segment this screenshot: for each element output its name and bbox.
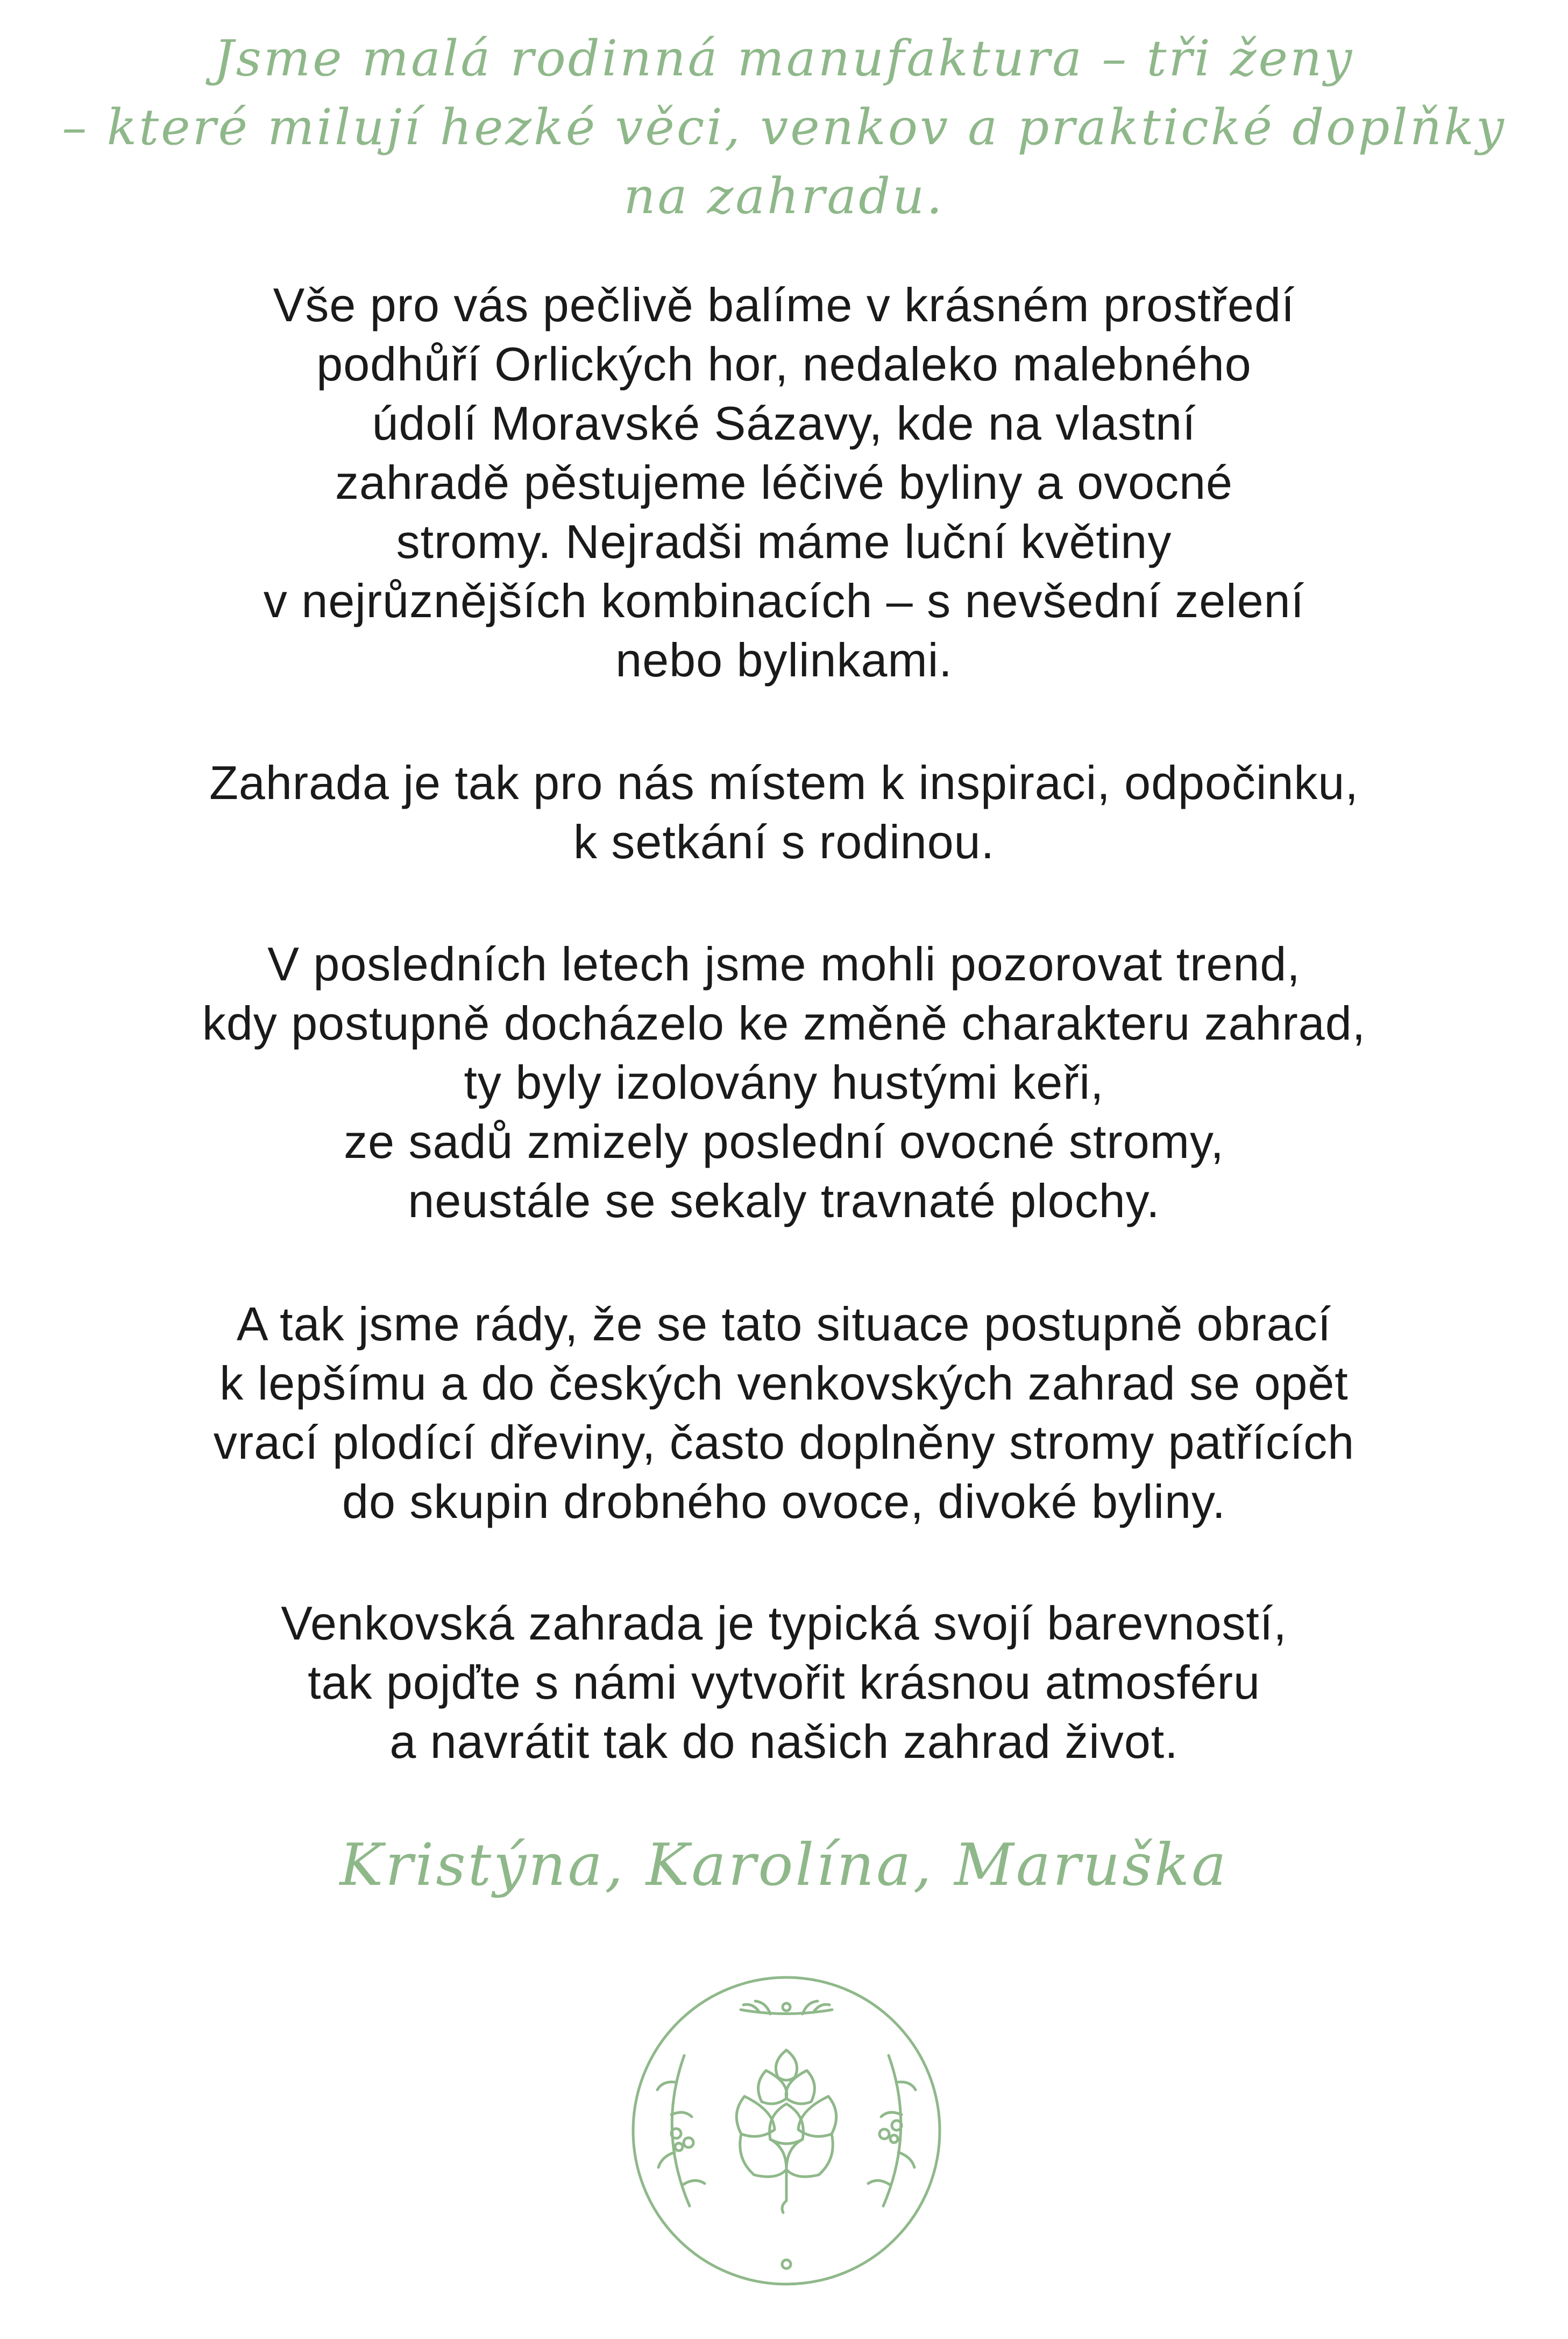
intro-handwritten	[48, 24, 1520, 231]
paragraph-garden	[65, 753, 1503, 872]
text-line: vrací plodící dřeviny, často doplněny stromy patřících	[213, 1416, 1355, 1469]
paragraph-invitation	[65, 1594, 1503, 1771]
text-line: podhůří Orlických hor, nedaleko malebného	[316, 337, 1252, 391]
intro-line: – které milují hezké věci, venkov a praktické doplňky	[62, 98, 1506, 156]
signature-names: Kristýna, Karolína, Maruška	[339, 1832, 1229, 1899]
text-line: stromy. Nejradši máme luční květiny	[396, 515, 1172, 568]
hop-cone-emblem-icon	[625, 1969, 948, 2292]
intro-line: Jsme malá rodinná manufaktura – tři ženy	[214, 30, 1354, 87]
intro-line: na zahradu.	[623, 167, 945, 225]
text-line: v nejrůznějších kombinacích – s nevšední zelení	[263, 574, 1305, 627]
text-line: A tak jsme rády, že se tato situace postupně obrací	[236, 1297, 1332, 1351]
text-line: do skupin drobného ovoce, divoké byliny.	[342, 1475, 1226, 1528]
paragraph-trend	[65, 935, 1503, 1231]
text-line: V posledních letech jsme mohli pozorovat trend,	[267, 937, 1301, 991]
text-line: ze sadů zmizely poslední ovocné stromy,	[344, 1115, 1224, 1168]
text-line: k lepšímu a do českých venkovských zahrad se opět	[219, 1356, 1349, 1410]
text-line: nebo bylinkami.	[615, 633, 953, 687]
text-line: kdy postupně docházelo ke změně charakteru zahrad,	[202, 997, 1366, 1050]
text-line: Vše pro vás pečlivě balíme v krásném prostředí	[273, 278, 1295, 331]
text-line: ty byly izolovány hustými keři,	[464, 1056, 1104, 1109]
text-line: údolí Moravské Sázavy, kde na vlastní	[372, 397, 1196, 450]
text-line: a navrátit tak do našich zahrad život.	[389, 1715, 1179, 1768]
text-line: neustále se sekaly travnaté plochy.	[408, 1174, 1160, 1227]
text-line: zahradě pěstujeme léčivé byliny a ovocné	[335, 456, 1233, 509]
text-line: k setkání s rodinou.	[573, 815, 995, 868]
text-line: Venkovská zahrada je typická svojí barevností,	[281, 1596, 1287, 1650]
paragraph-improvement	[65, 1295, 1503, 1531]
text-line: tak pojďte s námi vytvořit krásnou atmosféru	[308, 1656, 1260, 1709]
text-line: Zahrada je tak pro nás místem k inspiraci, odpočinku,	[209, 756, 1359, 809]
paragraph-packaging	[65, 275, 1503, 690]
